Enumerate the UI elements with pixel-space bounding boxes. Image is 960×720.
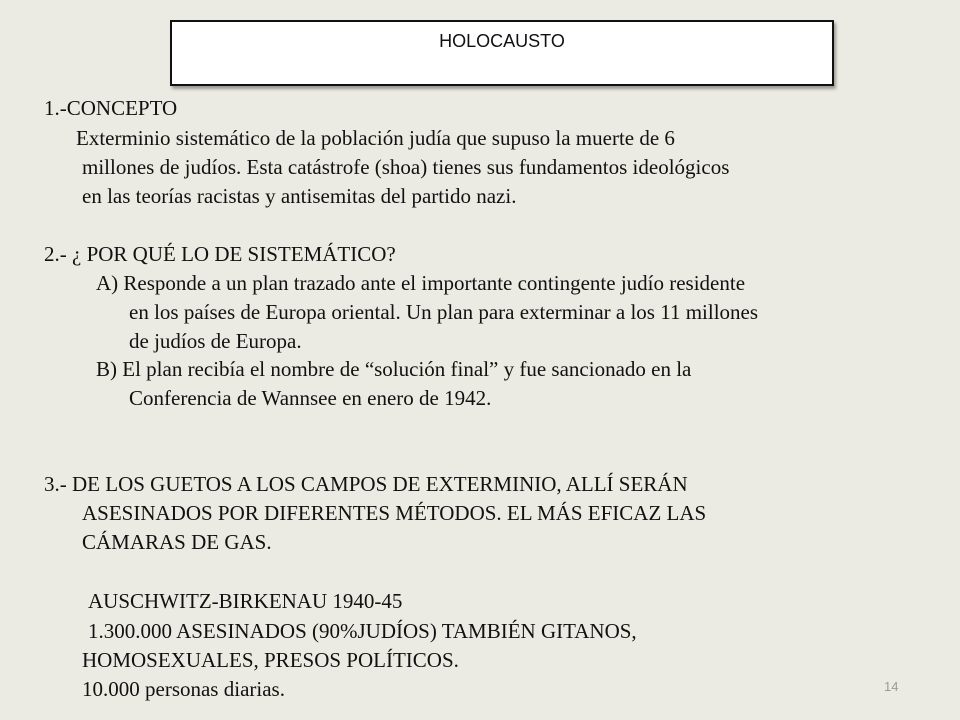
section2-item-a-line-1: A) Responde a un plan trazado ante el importante contingente judío residente: [96, 271, 746, 295]
section1-line-2: millones de judíos. Esta catástrofe (shoa) tienes sus fundamentos ideológicos: [82, 155, 730, 179]
section2-item-a-line-2: en los países de Europa oriental. Un plan para exterminar a los 11 millones: [129, 300, 759, 324]
section3-line-2: ASESINADOS POR DIFERENTES MÉTODOS. EL MÁS EFICAZ LAS: [82, 501, 707, 525]
section2-item-b-line-1: B) El plan recibía el nombre de “solución final” y fue sancionado en la: [96, 357, 692, 381]
section2-heading: 2.- ¿ POR QUÉ LO DE SISTEMÁTICO?: [44, 242, 396, 266]
daily-rate: 10.000 personas diarias.: [82, 677, 285, 701]
camp-name: AUSCHWITZ-BIRKENAU 1940-45: [88, 589, 403, 613]
section2-item-a-line-3: de judíos de Europa.: [129, 329, 302, 353]
title-box: [170, 20, 834, 86]
victims-line-2: HOMOSEXUALES, PRESOS POLÍTICOS.: [82, 648, 459, 672]
section1-line-1: Exterminio sistemático de la población judía que supuso la muerte de 6: [76, 126, 675, 150]
section1-heading: 1.-CONCEPTO: [44, 96, 178, 120]
victims-line-1: 1.300.000 ASESINADOS (90%JUDÍOS) TAMBIÉN GITANOS,: [88, 619, 637, 643]
page-number: 14: [884, 679, 899, 694]
section3-line-1: 3.- DE LOS GUETOS A LOS CAMPOS DE EXTERMINIO, ALLÍ SERÁN: [44, 472, 688, 496]
section1-line-3: en las teorías racistas y antisemitas del partido nazi.: [82, 184, 517, 208]
slide-title: HOLOCAUSTO: [439, 31, 565, 51]
section3-line-3: CÁMARAS DE GAS.: [82, 530, 272, 554]
section2-item-b-line-2: Conferencia de Wannsee en enero de 1942.: [129, 386, 492, 410]
